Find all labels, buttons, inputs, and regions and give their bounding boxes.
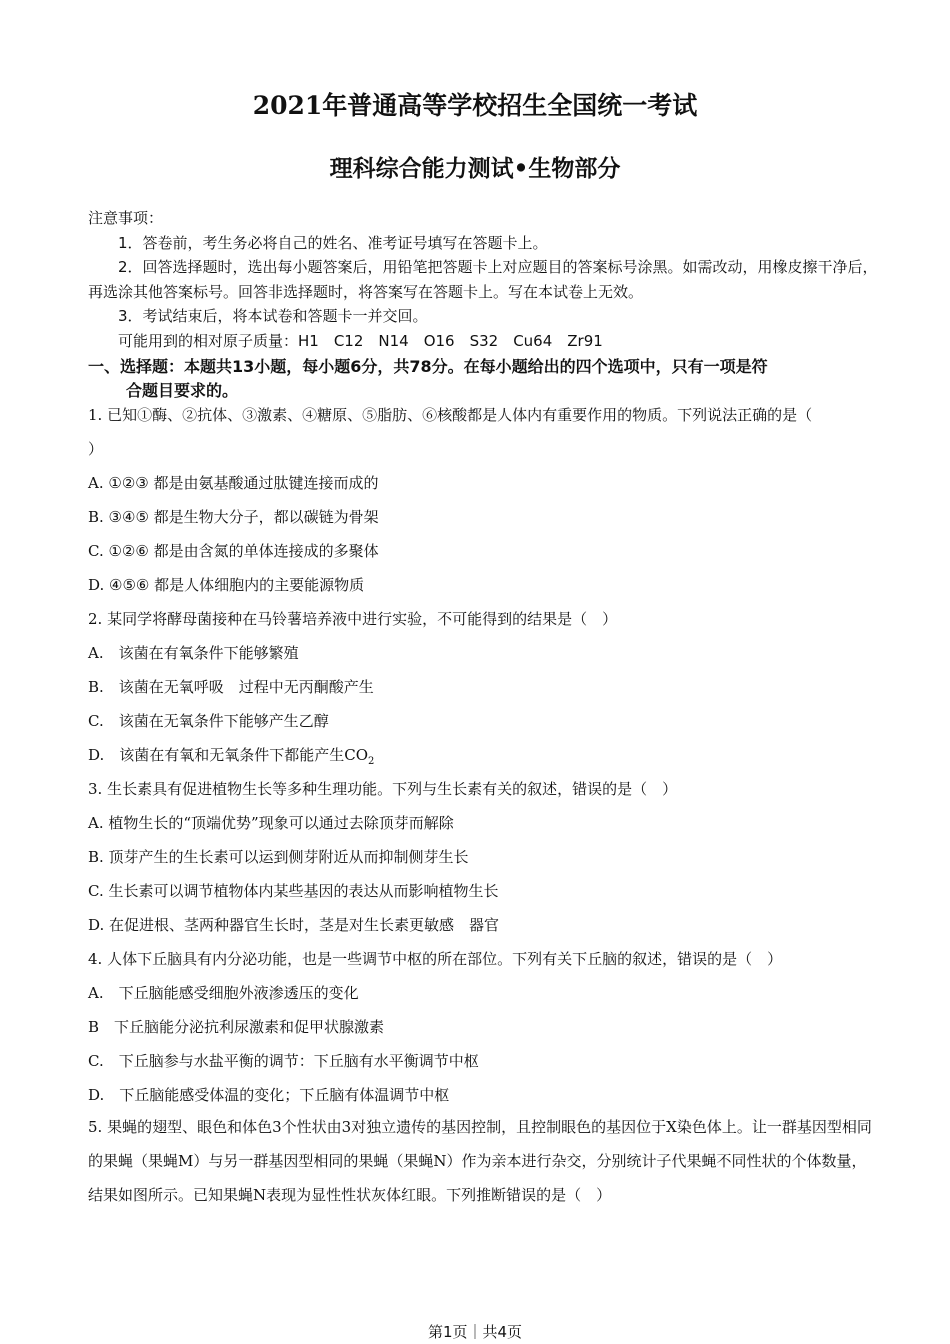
section-heading-line-1: 一、选择题：本题共13小题，每小题6分，共78分。在每小题给出的四个选项中，只有一项是符 [88,357,768,376]
question-4-option-b: B 下丘脑能分泌抗利尿激素和促甲状腺激素 [88,1018,385,1036]
question-2 [88,602,873,779]
question-1-option-c: C. ①②⑥ 都是由含氮的单体连接成的多聚体 [88,542,379,560]
question-3-stem: 3. 生长素具有促进植物生长等多种生理功能。下列与生长素有关的叙述，错误的是（ ） [88,780,678,798]
question-3-option-d: D. 在促进根、茎两种器官生长时，茎是对生长素更敏感 器官 [88,916,500,934]
section-heading [88,355,873,403]
question-2-option-d-text: D. 该菌在有氧和无氧条件下都能产生CO [88,746,369,764]
question-1 [88,398,873,602]
question-4-option-c: C. 下丘脑参与水盐平衡的调节：下丘脑有水平衡调节中枢 [88,1052,479,1070]
notice-heading: 注意事项： [88,209,164,227]
exam-title: 2021年普通高等学校招生全国统一考试 [252,91,698,120]
question-4-stem: 4. 人体下丘脑具有内分泌功能，也是一些调节中枢的所在部位。下列有关下丘脑的叙述，错误的是（ ） [88,950,783,968]
question-1-option-b: B. ③④⑤ 都是生物大分子，都以碳链为骨架 [88,508,379,526]
notice-item-1: 1．答卷前，考生务必将自己的姓名、准考证号填写在答题卡上。 [118,233,548,252]
notice-block [88,206,878,353]
page-footer: 第1页｜共4页 [427,1323,523,1341]
question-1-option-a: A. ①②③ 都是由氨基酸通过肽键连接而成的 [88,474,379,492]
question-1-option-d: D. ④⑤⑥ 都是人体细胞内的主要能源物质 [88,576,365,594]
question-5 [88,1110,873,1212]
atomic-mass-line: 可能用到的相对原子质量：H1 C12 N14 O16 S32 Cu64 Zr91 [118,331,603,350]
question-3-option-a: A. 植物生长的“顶端优势”现象可以通过去除顶芽而解除 [88,814,454,832]
question-1-stem-cont: ） [88,440,104,458]
question-2-option-a: A. 该菌在有氧条件下能够繁殖 [88,644,299,662]
question-2-stem: 2. 某同学将酵母菌接种在马铃薯培养液中进行实验，不可能得到的结果是（ ） [88,610,618,628]
question-3-option-c: C. 生长素可以调节植物体内某些基因的表达从而影响植物生长 [88,882,499,900]
notice-item-2: 2．回答选择题时，选出每小题答案后，用铅笔把答题卡上对应题目的答案标号涂黑。如需改动，用橡皮擦干净后，再选涂其他答案标号。回答非选择题时，将答案写在答题卡上。写在本试卷上无效。 [88,258,878,301]
question-4-option-d: D. 下丘脑能感受体温的变化；下丘脑有体温调节中枢 [88,1086,450,1104]
question-1-stem: 1. 已知①酶、②抗体、③激素、④糖原、⑤脂肪、⑥核酸都是人体内有重要作用的物质。下列说法正确的是（ [88,406,813,424]
section-heading-line-2: 合题目要求的。 [126,381,239,400]
question-2-option-b: B. 该菌在无氧呼吸 过程中无丙酮酸产生 [88,678,374,696]
co2-subscript: 2 [368,756,375,767]
question-2-option-c: C. 该菌在无氧条件下能够产生乙醇 [88,712,329,730]
question-3-option-b: B. 顶芽产生的生长素可以运到侧芽附近从而抑制侧芽生长 [88,848,469,866]
notice-item-3: 3．考试结束后，将本试卷和答题卡一并交回。 [118,307,428,325]
question-4-option-a: A. 下丘脑能感受细胞外液渗透压的变化 [88,984,359,1002]
question-5-stem: 5. 果蝇的翅型、眼色和体色3个性状由3对独立遗传的基因控制，且控制眼色的基因位于X染色体上。让一群基因型相同的果蝇（果蝇M）与另一群基因型相同的果蝇（果蝇N）作为亲本进行杂交，分别统计子代果蝇不同性状的个体数量，结果如图所示。已知果蝇N表现为显性性状灰体红眼。下列推断错误的是（ ） [88,1118,872,1204]
exam-subtitle: 理科综合能力测试•生物部分 [329,155,621,182]
question-4 [88,942,873,1112]
question-3 [88,772,873,942]
